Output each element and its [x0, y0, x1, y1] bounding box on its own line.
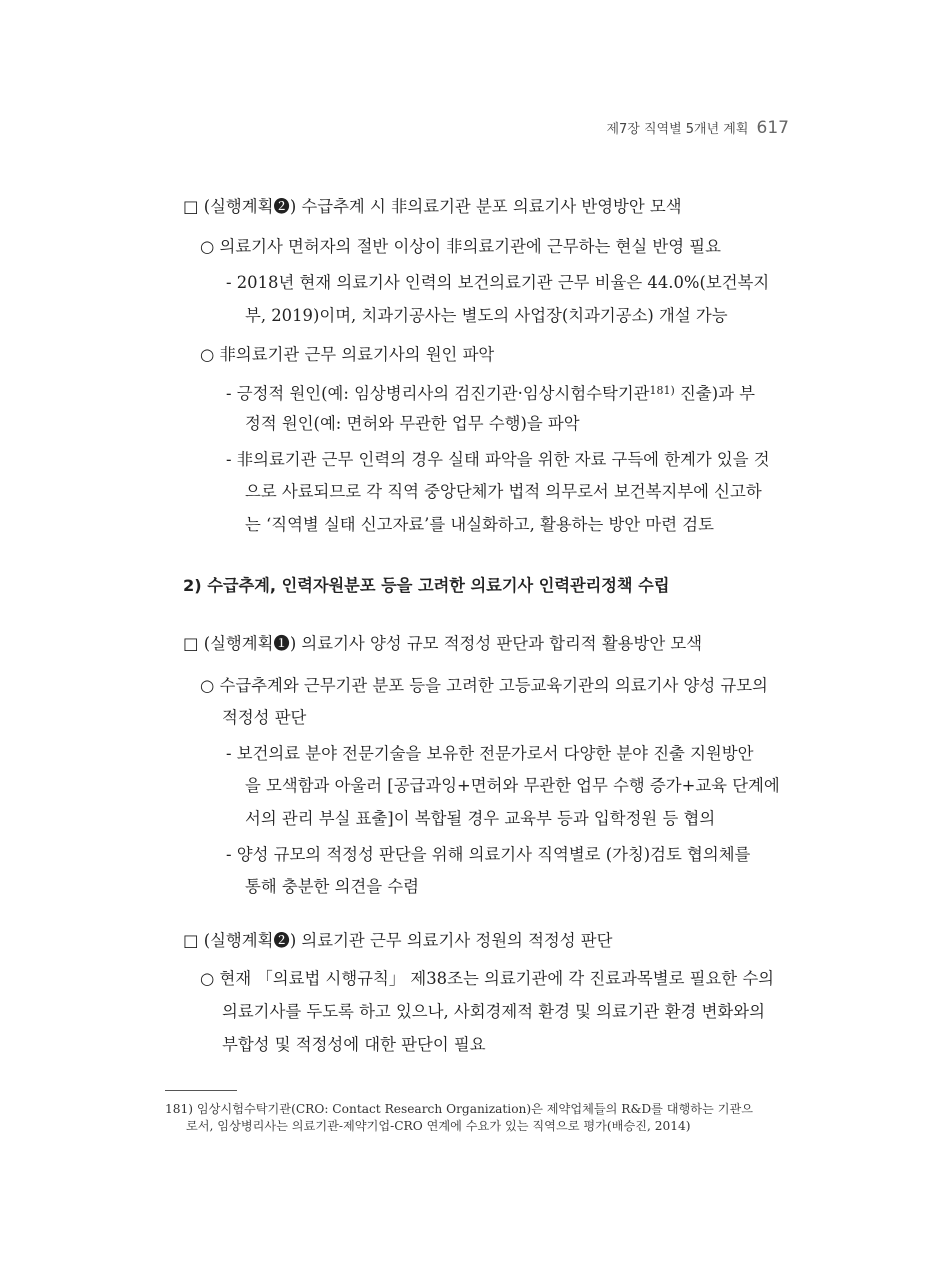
footnote-ref[interactable]: 181): [649, 384, 675, 397]
bullet-dash: - 보건의료 분야 전문기술을 보유한 전문가로서 다양한 분야 진출 지원방안: [226, 744, 754, 763]
page-number: 617: [756, 118, 789, 138]
bullet-dash: - 非의료기관 근무 인력의 경우 실태 파악을 위한 자료 구득에 한계가 있을 것: [226, 450, 770, 469]
bullet-dash: - 양성 규모의 적정성 판단을 위해 의료기사 직역별로 (가칭)검토 협의체를: [226, 845, 751, 864]
footnote-181-continuation: 로서, 임상병리사는 의료기관-제약기업-CRO 연계에 수요가 있는 직역으로 평가(배승진, 2014): [186, 1119, 691, 1133]
bullet-circle: ○ 의료기사 면허자의 절반 이상이 非의료기관에 근무하는 현실 반영 필요: [200, 237, 721, 256]
bullet-dash: [226, 380, 755, 405]
bullet-text: 진출)과 부: [674, 384, 755, 403]
bullet-circle: ○ 현재 「의료법 시행규칙」 제38조는 의료기관에 각 진료과목별로 필요한 수의: [200, 969, 774, 988]
chapter-title: 제7장 직역별 5개년 계획: [606, 122, 749, 137]
bullet-continuation: 적정성 판단: [222, 708, 307, 727]
bullet-circle: ○ 非의료기관 근무 의료기사의 원인 파악: [200, 345, 495, 364]
bullet-continuation: 부, 2019)이며, 치과기공사는 별도의 사업장(치과기공소) 개설 가능: [245, 306, 728, 325]
bullet-continuation: 는 ‘직역별 실태 신고자료’를 내실화하고, 활용하는 방안 마련 검토: [245, 515, 714, 534]
bullet-text: - 긍정적 원인(예: 임상병리사의 검진기관·임상시험수탁기관: [226, 384, 650, 403]
bullet-continuation: 을 모색함과 아울러 [공급과잉+면허와 무관한 업무 수행 증가+교육 단계에: [245, 776, 780, 795]
footnote-divider: [165, 1090, 237, 1091]
bullet-continuation: 정적 원인(예: 면허와 무관한 업무 수행)을 파악: [245, 414, 580, 433]
footnote-181: 181) 임상시험수탁기관(CRO: Contact Research Organization)은 제약업체들의 R&D를 대행하는 기관으: [165, 1102, 754, 1116]
plan-item-2-heading: □ (실행계획❷) 의료기관 근무 의료기사 정원의 적정성 판단: [183, 931, 613, 950]
bullet-circle: ○ 수급추계와 근무기관 분포 등을 고려한 고등교육기관의 의료기사 양성 규모의: [200, 676, 768, 695]
bullet-continuation: 통해 충분한 의견을 수렴: [245, 877, 419, 896]
bullet-dash: - 2018년 현재 의료기사 인력의 보건의료기관 근무 비율은 44.0%(보건복지: [226, 273, 770, 292]
bullet-continuation: 서의 관리 부실 표출]이 복합될 경우 교육부 등과 입학정원 등 협의: [245, 809, 716, 828]
bullet-continuation: 부합성 및 적정성에 대한 판단이 필요: [222, 1035, 486, 1054]
section-heading: 2) 수급추계, 인력자원분포 등을 고려한 의료기사 인력관리정책 수립: [183, 576, 670, 595]
running-header: [606, 118, 789, 138]
bullet-continuation: 으로 사료되므로 각 직역 중앙단체가 법적 의무로서 보건복지부에 신고하: [245, 482, 762, 501]
plan-item-1-heading: □ (실행계획❶) 의료기사 양성 규모 적정성 판단과 합리적 활용방안 모색: [183, 634, 703, 653]
plan-item-2-heading: □ (실행계획❷) 수급추계 시 非의료기관 분포 의료기사 반영방안 모색: [183, 197, 682, 216]
bullet-continuation: 의료기사를 두도록 하고 있으나, 사회경제적 환경 및 의료기관 환경 변화와의: [222, 1002, 765, 1021]
